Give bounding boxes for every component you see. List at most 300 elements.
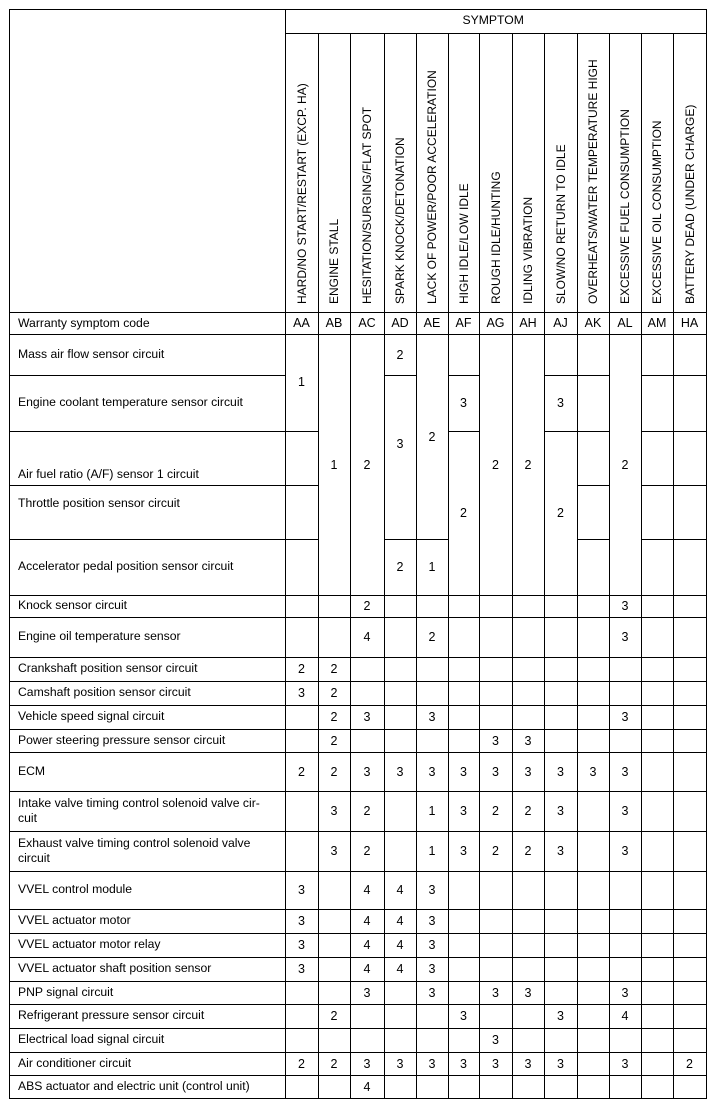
column-divider (544, 334, 545, 595)
column-divider (384, 312, 385, 334)
row-label: VVEL actuator motor relay (18, 937, 161, 951)
cell-value: 3 (460, 1009, 467, 1023)
symptom-column-header: LACK OF POWER/POOR ACCELERATION (425, 70, 439, 304)
cell-value: 4 (396, 883, 404, 897)
cell-value: 2 (492, 844, 499, 858)
column-divider (641, 729, 642, 752)
cell-value: 2 (330, 710, 338, 724)
cell-divider (384, 539, 416, 540)
row-divider (285, 1075, 706, 1076)
row-divider (9, 933, 285, 934)
column-divider (544, 871, 545, 909)
column-divider (544, 729, 545, 752)
row-label: Crankshaft position sensor circuit (18, 661, 198, 675)
column-divider (448, 33, 449, 312)
column-divider (512, 312, 513, 334)
cell-value: 3 (428, 938, 436, 952)
cell-value: 3 (428, 914, 436, 928)
column-divider (577, 33, 578, 312)
cell-value: 2 (330, 733, 338, 748)
cell-value: 2 (330, 686, 338, 700)
column-divider (350, 831, 351, 871)
cell-value: 2 (298, 662, 305, 676)
column-divider (350, 657, 351, 681)
cell-divider (673, 375, 706, 376)
warranty-code: AG (486, 316, 505, 330)
column-divider (479, 729, 480, 752)
cell-value: 3 (298, 962, 305, 976)
cell-value: 2 (524, 804, 532, 818)
warranty-code: AJ (553, 316, 568, 330)
column-divider (512, 657, 513, 681)
column-divider (384, 1028, 385, 1052)
cell-value: 3 (557, 804, 564, 818)
cell-value: 4 (363, 1079, 371, 1094)
cell-value: 3 (557, 844, 564, 858)
column-divider (416, 312, 417, 334)
column-divider (544, 33, 545, 312)
column-divider (577, 657, 578, 681)
column-divider (416, 595, 417, 617)
row-divider (9, 871, 285, 872)
symptom-column-header: HESITATION/SURGING/FLAT SPOT (360, 106, 374, 304)
column-divider (706, 681, 707, 705)
cell-value: 2 (524, 844, 532, 858)
column-divider (318, 312, 319, 334)
cell-value: 2 (460, 506, 467, 520)
column-divider (641, 617, 642, 657)
column-divider (609, 871, 610, 909)
cell-value: 4 (396, 962, 404, 976)
column-divider (285, 9, 286, 312)
column-divider (416, 791, 417, 831)
column-divider (641, 595, 642, 617)
column-divider (577, 1075, 578, 1098)
column-divider (416, 705, 417, 729)
cell-value: 3 (298, 883, 305, 897)
warranty-code: AM (647, 316, 667, 330)
column-divider (577, 831, 578, 871)
column-divider (706, 933, 707, 957)
column-divider (416, 33, 417, 312)
cell-value: 3 (363, 1056, 371, 1071)
warranty-code: AL (617, 316, 633, 330)
row-divider (9, 981, 285, 982)
column-divider (384, 595, 385, 617)
cell-value: 2 (621, 457, 629, 472)
cell-value: 2 (363, 804, 371, 818)
cell-value: 2 (492, 457, 499, 472)
row-label: Intake valve timing control solenoid valve cir- (18, 796, 260, 810)
column-divider (384, 981, 385, 1004)
column-divider (577, 334, 578, 595)
column-divider (318, 957, 319, 981)
cell-divider (577, 539, 609, 540)
column-divider (448, 831, 449, 871)
warranty-code: AH (519, 316, 537, 330)
column-divider (641, 1052, 642, 1075)
row-label: VVEL actuator motor (18, 913, 131, 927)
cell-value: 3 (621, 1056, 629, 1071)
column-divider (479, 595, 480, 617)
column-divider (512, 1004, 513, 1028)
cell-value: 2 (492, 804, 499, 818)
table-border-left (9, 9, 10, 1098)
column-divider (350, 1052, 351, 1075)
column-divider (641, 981, 642, 1004)
column-divider (384, 791, 385, 831)
cell-value: 4 (621, 1009, 629, 1023)
cell-value: 3 (524, 764, 532, 779)
column-divider (318, 1075, 319, 1098)
warranty-code: AE (423, 316, 441, 330)
column-divider (673, 1075, 674, 1098)
cell-value: 3 (298, 938, 305, 952)
row-divider (285, 933, 706, 934)
column-divider (609, 1052, 610, 1075)
column-divider (318, 791, 319, 831)
column-divider (706, 1004, 707, 1028)
column-divider (706, 595, 707, 617)
column-divider (350, 33, 351, 312)
column-divider (544, 1075, 545, 1098)
column-divider (706, 957, 707, 981)
column-divider (544, 791, 545, 831)
column-divider (641, 33, 642, 312)
column-divider (609, 657, 610, 681)
column-divider (641, 1004, 642, 1028)
column-divider (479, 33, 480, 312)
symptom-column-header: IDLING VIBRATION (521, 196, 535, 304)
column-divider (544, 657, 545, 681)
column-divider (384, 957, 385, 981)
column-divider (577, 705, 578, 729)
row-divider (9, 657, 285, 658)
column-divider (384, 617, 385, 657)
cell-value: 3 (621, 985, 629, 1000)
cell-value: 3 (621, 844, 629, 858)
column-divider (706, 831, 707, 871)
column-divider (350, 1004, 351, 1028)
row-divider (9, 595, 285, 596)
column-divider (479, 705, 480, 729)
column-divider (285, 312, 286, 334)
column-divider (416, 1004, 417, 1028)
cell-value: 3 (363, 764, 371, 779)
row-divider (285, 617, 706, 618)
row-divider (9, 1075, 285, 1076)
column-divider (577, 681, 578, 705)
column-divider (384, 657, 385, 681)
column-divider (479, 871, 480, 909)
column-divider (609, 1075, 610, 1098)
column-divider (512, 1028, 513, 1052)
row-label: Engine oil temperature sensor (18, 629, 181, 643)
column-divider (318, 831, 319, 871)
column-divider (384, 831, 385, 871)
cell-value: 1 (428, 560, 436, 574)
column-divider (384, 1075, 385, 1098)
cell-value: 3 (557, 396, 564, 410)
column-divider (416, 933, 417, 957)
cell-divider (577, 485, 609, 486)
column-divider (577, 1004, 578, 1028)
row-label: VVEL control module (18, 882, 133, 896)
cell-divider (641, 431, 673, 432)
column-divider (350, 791, 351, 831)
column-divider (384, 729, 385, 752)
column-divider (544, 933, 545, 957)
column-divider (673, 617, 674, 657)
row-divider (9, 431, 285, 432)
column-divider (512, 791, 513, 831)
cell-value: 3 (492, 733, 499, 748)
column-divider (318, 705, 319, 729)
column-divider (512, 981, 513, 1004)
column-divider (673, 871, 674, 909)
cell-value: 3 (298, 686, 305, 700)
cell-value: 3 (492, 985, 499, 1000)
column-divider (641, 705, 642, 729)
row-divider (285, 1028, 706, 1029)
row-divider (9, 705, 285, 706)
column-divider (641, 312, 642, 334)
column-divider (544, 681, 545, 705)
column-divider (416, 681, 417, 705)
cell-value: 2 (330, 662, 338, 676)
column-divider (641, 957, 642, 981)
column-divider (706, 909, 707, 933)
column-divider (544, 1052, 545, 1075)
cell-value: 3 (428, 883, 436, 897)
cell-divider (384, 375, 416, 376)
column-divider (384, 871, 385, 909)
column-divider (512, 909, 513, 933)
cell-divider (285, 485, 318, 486)
symptom-column-header: EXCESSIVE OIL CONSUMPTION (650, 120, 664, 304)
column-divider (577, 981, 578, 1004)
column-divider (609, 752, 610, 791)
column-divider (416, 871, 417, 909)
row-label: Power steering pressure sensor circuit (18, 732, 226, 747)
column-divider (706, 981, 707, 1004)
column-divider (609, 831, 610, 871)
symptom-column-header: HIGH IDLE/LOW IDLE (456, 183, 471, 304)
column-divider (479, 617, 480, 657)
column-divider (512, 933, 513, 957)
column-divider (416, 617, 417, 657)
cell-divider (448, 375, 479, 376)
column-divider (318, 1028, 319, 1052)
row-label: Throttle position sensor circuit (18, 496, 180, 510)
warranty-code: AK (584, 316, 602, 330)
column-divider (544, 705, 545, 729)
cell-divider (673, 431, 706, 432)
column-divider (609, 705, 610, 729)
column-divider (350, 729, 351, 752)
column-divider (384, 752, 385, 791)
column-divider (350, 681, 351, 705)
column-divider (544, 595, 545, 617)
cell-divider (544, 431, 577, 432)
row-divider (9, 485, 285, 486)
column-divider (448, 933, 449, 957)
column-divider (512, 1052, 513, 1075)
column-divider (350, 1075, 351, 1098)
column-divider (609, 933, 610, 957)
column-divider (609, 729, 610, 752)
column-divider (479, 334, 480, 595)
column-divider (448, 334, 449, 595)
column-divider (318, 1052, 319, 1075)
column-divider (609, 33, 610, 312)
cell-divider (285, 539, 318, 540)
column-divider (673, 312, 674, 334)
row-divider (285, 657, 706, 658)
column-divider (350, 617, 351, 657)
column-divider (448, 981, 449, 1004)
column-divider (479, 981, 480, 1004)
cell-value: 3 (396, 764, 404, 779)
column-divider (577, 617, 578, 657)
cell-value: 2 (686, 1056, 693, 1071)
warranty-code: HA (680, 316, 699, 330)
column-divider (384, 33, 385, 312)
cell-value: 3 (460, 1056, 467, 1071)
row-divider (285, 871, 706, 872)
row-label: circuit (18, 851, 50, 865)
row-divider (285, 831, 706, 832)
cell-value: 3 (557, 764, 564, 779)
row-divider (9, 729, 285, 730)
cell-value: 3 (621, 630, 629, 644)
column-divider (609, 1028, 610, 1052)
row-divider (9, 791, 285, 792)
cell-value: 2 (396, 560, 404, 574)
column-divider (318, 33, 319, 312)
row-label: Knock sensor circuit (18, 598, 128, 612)
row-label: ECM (18, 763, 46, 778)
cell-value: 2 (557, 506, 564, 520)
symptom-column-header: SPARK KNOCK/DETONATION (393, 137, 407, 304)
row-divider (285, 595, 706, 596)
column-divider (512, 729, 513, 752)
column-divider (577, 595, 578, 617)
column-divider (416, 909, 417, 933)
cell-value: 3 (524, 733, 532, 748)
row-label: Vehicle speed signal circuit (18, 709, 165, 723)
column-divider (706, 1028, 707, 1052)
cell-value: 3 (428, 710, 436, 724)
cell-value: 4 (396, 938, 404, 952)
column-divider (512, 1075, 513, 1098)
column-divider (641, 909, 642, 933)
row-label: Mass air flow sensor circuit (18, 346, 165, 361)
column-divider (673, 752, 674, 791)
cell-value: 3 (621, 804, 629, 818)
row-label: cuit (18, 811, 37, 825)
column-divider (544, 957, 545, 981)
column-divider (706, 334, 707, 595)
column-divider (577, 933, 578, 957)
column-divider (318, 871, 319, 909)
cell-value: 3 (396, 437, 404, 451)
row-divider (285, 681, 706, 682)
row-label: Accelerator pedal position sensor circuit (18, 559, 234, 573)
row-divider (285, 1052, 706, 1053)
column-divider (448, 1028, 449, 1052)
cell-value: 2 (363, 457, 371, 472)
column-divider (609, 617, 610, 657)
warranty-code: AC (358, 316, 376, 330)
symptom-column-header: ENGINE STALL (327, 218, 341, 304)
column-divider (416, 752, 417, 791)
column-divider (350, 981, 351, 1004)
label-column-divider (285, 334, 286, 1098)
row-label: Camshaft position sensor circuit (18, 685, 191, 699)
cell-value: 2 (298, 764, 305, 779)
column-divider (479, 831, 480, 871)
column-divider (448, 729, 449, 752)
symptom-column-header: HARD/NO START/RESTART (EXCP. HA) (294, 83, 309, 304)
column-divider (479, 791, 480, 831)
row-divider (9, 681, 285, 682)
cell-value: 2 (330, 1009, 338, 1023)
column-divider (673, 933, 674, 957)
cell-value: 4 (363, 883, 371, 897)
column-divider (512, 831, 513, 871)
column-divider (479, 933, 480, 957)
column-divider (479, 1028, 480, 1052)
column-divider (706, 752, 707, 791)
column-divider (641, 334, 642, 595)
column-divider (673, 33, 674, 312)
column-divider (350, 312, 351, 334)
row-label: Electrical load signal circuit (18, 1032, 165, 1046)
column-divider (384, 334, 385, 595)
column-divider (641, 831, 642, 871)
column-divider (577, 729, 578, 752)
column-divider (416, 1028, 417, 1052)
column-divider (609, 681, 610, 705)
warranty-code: AB (325, 316, 343, 330)
column-divider (544, 1004, 545, 1028)
cell-value: 3 (428, 962, 436, 976)
column-divider (641, 791, 642, 831)
row-label: Air conditioner circuit (18, 1055, 132, 1070)
column-divider (641, 1075, 642, 1098)
column-divider (350, 334, 351, 595)
column-divider (544, 752, 545, 791)
column-divider (350, 705, 351, 729)
column-divider (448, 1004, 449, 1028)
cell-value: 2 (524, 457, 532, 472)
cell-divider (577, 431, 609, 432)
column-divider (706, 1052, 707, 1075)
column-divider (318, 617, 319, 657)
cell-value: 3 (621, 599, 629, 613)
cell-value: 1 (428, 844, 436, 858)
column-divider (350, 871, 351, 909)
column-divider (609, 312, 610, 334)
cell-value: 3 (363, 710, 371, 724)
row-divider (9, 1052, 285, 1053)
column-divider (416, 729, 417, 752)
cell-value: 2 (363, 599, 371, 613)
column-divider (318, 729, 319, 752)
code-row-bottom (9, 334, 706, 335)
row-label: ABS actuator and electric unit (control unit) (18, 1078, 250, 1093)
